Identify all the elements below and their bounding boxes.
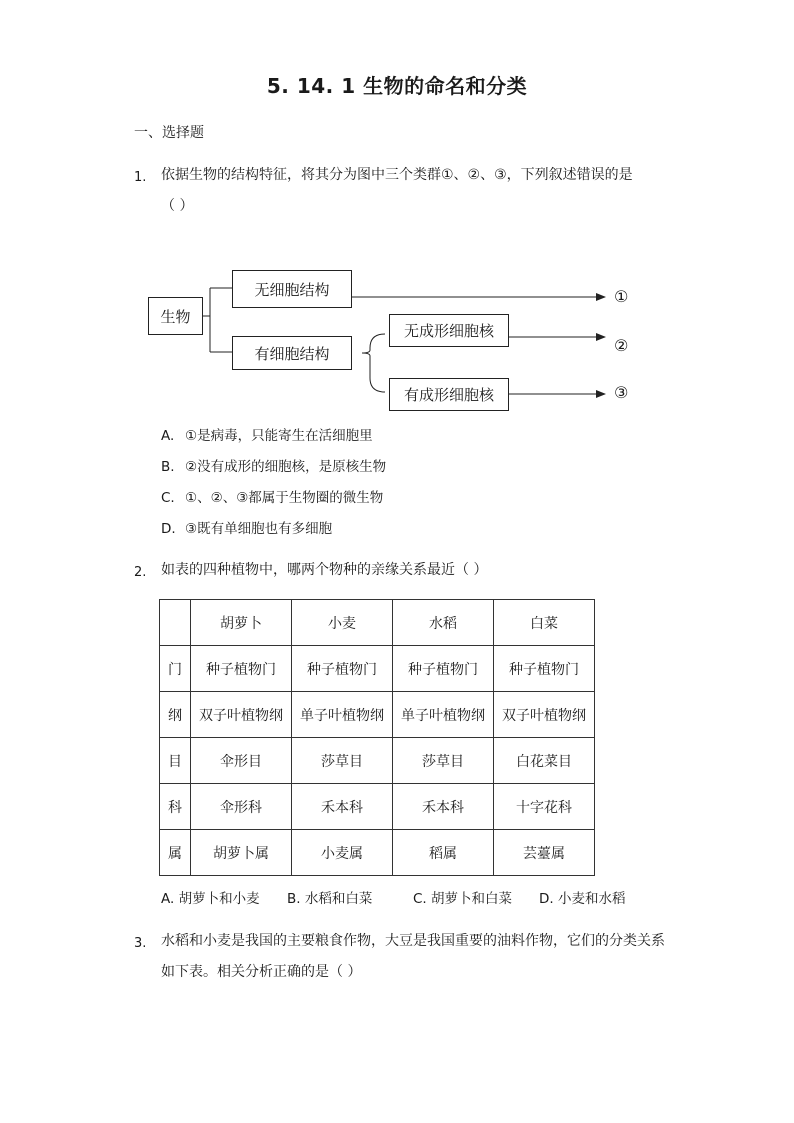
q1-option-a (161, 424, 373, 444)
table-cell: 伞形科 (191, 784, 292, 830)
table-row-label: 科 (160, 784, 191, 830)
table-cell: 种子植物门 (191, 646, 292, 692)
table-row (160, 738, 595, 784)
table-row-label: 门 (160, 646, 191, 692)
table-cell: 伞形目 (191, 738, 292, 784)
table-cell: 小麦属 (292, 830, 393, 876)
question-3-number: 3. (134, 936, 147, 951)
q1-option-d (161, 517, 332, 537)
option-label: C. (413, 891, 427, 907)
table-header-cell: 小麦 (292, 600, 393, 646)
table-header-cell: 水稻 (393, 600, 494, 646)
table-cell: 禾本科 (292, 784, 393, 830)
question-3-text-cont: 如下表。相关分析正确的是（ ） (161, 964, 362, 980)
q2-option-d (539, 887, 625, 907)
diagram-root-organism: 生物 (148, 297, 203, 335)
option-text: ②没有成形的细胞核，是原核生物 (185, 459, 387, 475)
table-cell: 单子叶植物纲 (292, 692, 393, 738)
option-text: ①是病毒，只能寄生在活细胞里 (185, 428, 373, 444)
question-1-paren: （ ） (161, 198, 194, 214)
question-1-text: 依据生物的结构特征，将其分为图中三个类群①、②、③，下列叙述错误的是 (161, 167, 633, 183)
question-1-number: 1. (134, 170, 147, 185)
option-text: 胡萝卜和小麦 (178, 891, 260, 907)
option-label: B. (287, 891, 301, 907)
table-cell: 种子植物门 (292, 646, 393, 692)
question-2-text: 如表的四种植物中，哪两个物种的亲缘关系最近（ ） (161, 562, 488, 578)
option-text: 小麦和水稻 (557, 891, 626, 907)
table-cell: 单子叶植物纲 (393, 692, 494, 738)
table-cell: 芸薹属 (494, 830, 595, 876)
diagram-marker-1: ① (614, 287, 629, 306)
option-label: A. (161, 891, 175, 907)
q1-option-b (161, 455, 386, 475)
table-cell: 白花菜目 (494, 738, 595, 784)
table-header-row (160, 600, 595, 646)
taxonomy-table (159, 599, 595, 876)
table-row (160, 830, 595, 876)
table-cell: 胡萝卜属 (191, 830, 292, 876)
option-text: 水稻和白菜 (304, 891, 373, 907)
section-heading: 一、选择题 (134, 125, 204, 141)
table-header-cell: 白菜 (494, 600, 595, 646)
option-text: ①、②、③都属于生物圈的微生物 (185, 490, 384, 506)
table-cell: 双子叶植物纲 (191, 692, 292, 738)
table-row (160, 784, 595, 830)
table-cell: 种子植物门 (494, 646, 595, 692)
table-row-label: 属 (160, 830, 191, 876)
option-label: D. (161, 521, 176, 537)
option-label: A. (161, 428, 175, 444)
table-row (160, 646, 595, 692)
option-text: ③既有单细胞也有多细胞 (185, 521, 333, 537)
q2-options-row (161, 887, 625, 907)
page-title: 5. 14. 1 生物的命名和分类 (266, 74, 528, 98)
q1-option-c (161, 486, 383, 506)
table-row-label: 纲 (160, 692, 191, 738)
diagram-marker-2: ② (614, 336, 629, 355)
table-cell (160, 600, 191, 646)
table-cell: 禾本科 (393, 784, 494, 830)
table-cell: 稻属 (393, 830, 494, 876)
diagram-has-cell-structure: 有细胞结构 (232, 336, 352, 370)
table-cell: 种子植物门 (393, 646, 494, 692)
table-cell: 十字花科 (494, 784, 595, 830)
diagram-no-nucleus: 无成形细胞核 (389, 314, 509, 347)
table-header-cell: 胡萝卜 (191, 600, 292, 646)
table-row (160, 692, 595, 738)
q2-option-a (161, 887, 287, 907)
diagram-no-cell-structure: 无细胞结构 (232, 270, 352, 308)
table-cell: 双子叶植物纲 (494, 692, 595, 738)
option-text: 胡萝卜和白菜 (431, 891, 513, 907)
diagram-has-nucleus: 有成形细胞核 (389, 378, 509, 411)
table-cell: 莎草目 (292, 738, 393, 784)
diagram-marker-3: ③ (614, 383, 629, 402)
question-3-text: 水稻和小麦是我国的主要粮食作物，大豆是我国重要的油料作物，它们的分类关系 (161, 933, 665, 949)
option-label: B. (161, 459, 175, 475)
q2-option-c (413, 887, 539, 907)
question-2-number: 2. (134, 565, 147, 580)
q2-option-b (287, 887, 413, 907)
option-label: C. (161, 490, 175, 506)
table-row-label: 目 (160, 738, 191, 784)
table-cell: 莎草目 (393, 738, 494, 784)
option-label: D. (539, 891, 554, 907)
